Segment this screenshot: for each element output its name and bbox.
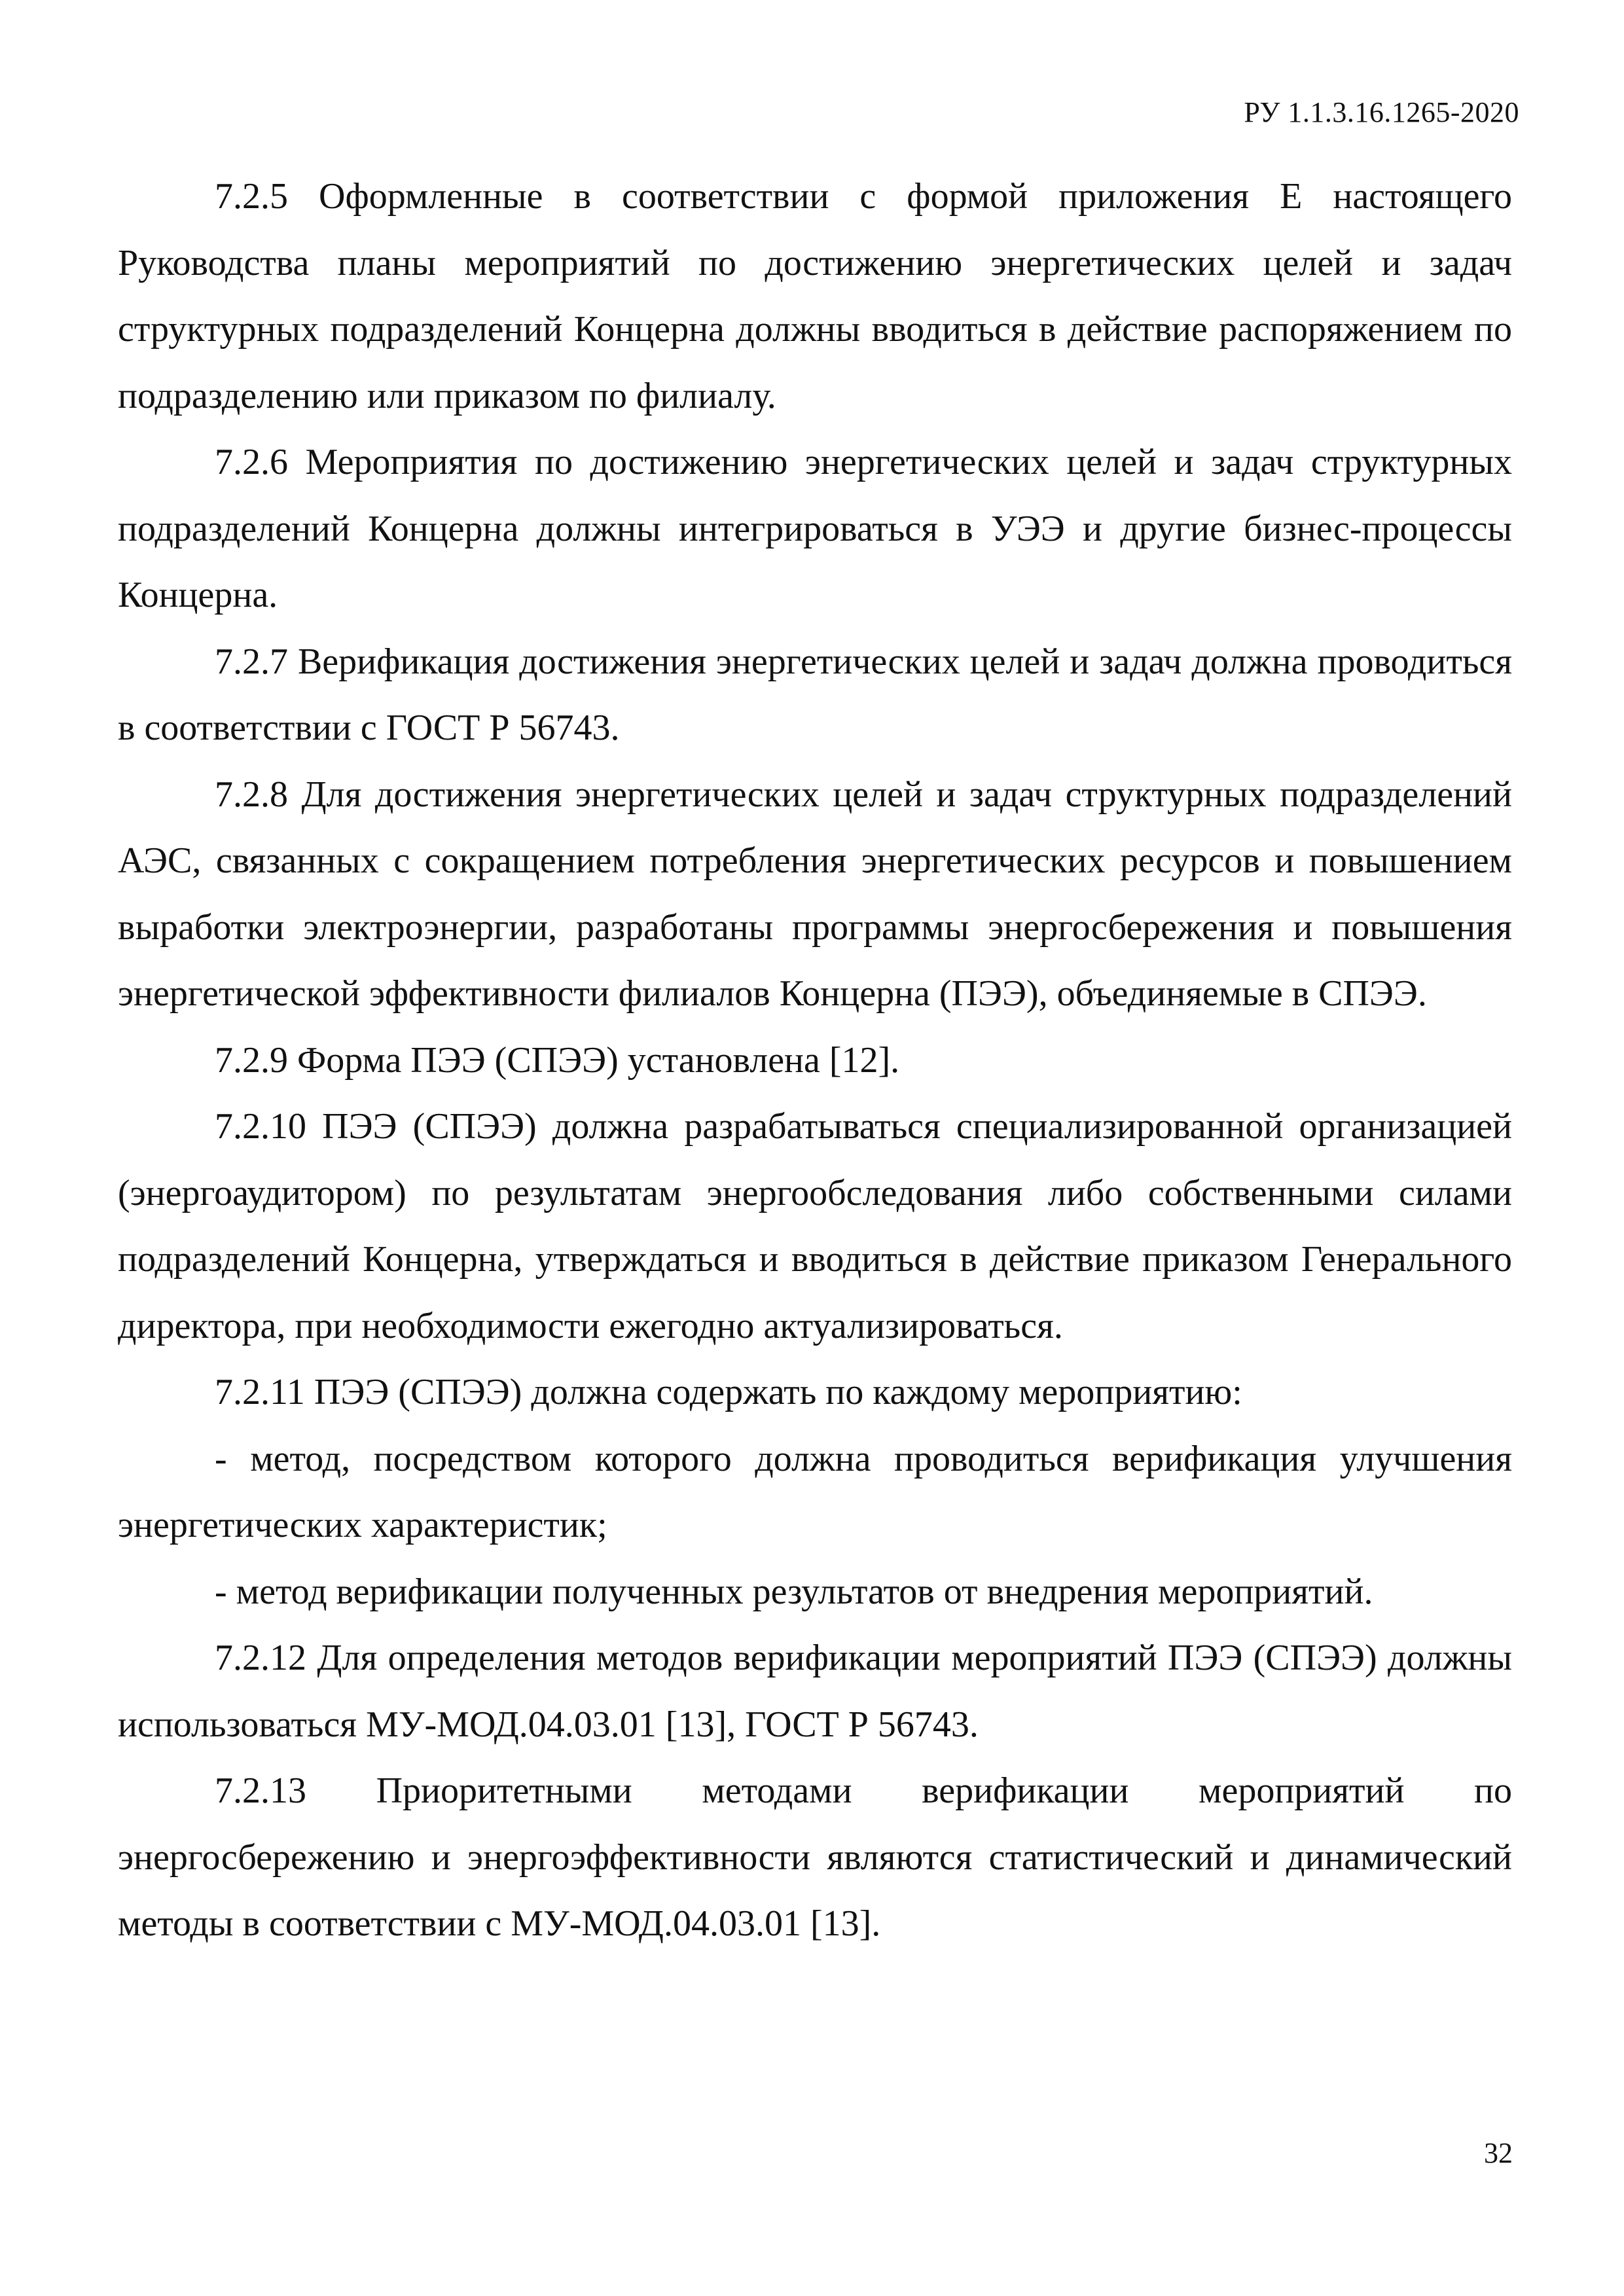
- document-body: [118, 164, 1512, 1958]
- paragraph-7-2-7: 7.2.7 Верификация достижения энергетических целей и задач должна проводиться в соответствии с ГОСТ Р 56743.: [118, 641, 1512, 748]
- paragraph-7-2-6: 7.2.6 Мероприятия по достижению энергетических целей и задач структурных подразделений Концерна должны интегрироваться в УЭЭ и другие бизнес-процессы Концерна.: [118, 442, 1512, 615]
- page-number: 32: [1484, 2137, 1513, 2169]
- list-item-method-verification: - метод, посредством которого должна проводиться верификация улучшения энергетических характеристик;: [118, 1438, 1512, 1545]
- paragraph-7-2-12: 7.2.12 Для определения методов верификации мероприятий ПЭЭ (СПЭЭ) должны использоваться МУ-МОД.04.03.01 [13], ГОСТ Р 56743.: [118, 1638, 1512, 1745]
- paragraph-7-2-9: 7.2.9 Форма ПЭЭ (СПЭЭ) установлена [12].: [215, 1039, 900, 1081]
- paragraph-7-2-5: 7.2.5 Оформленные в соответствии с формой приложения Е настоящего Руководства планы мероприятий по достижению энергетических целей и задач структурных подразделений Концерна должны вводиться в действие распоряжением по подразделению или приказом по филиалу.: [118, 176, 1512, 416]
- paragraph-7-2-10: 7.2.10 ПЭЭ (СПЭЭ) должна разрабатываться специализированной организацией (энергоаудитором) по результатам энергообследования либо собственными силами подразделений Концерна, утверждаться и вводиться в действие приказом Генерального директора, при необходимости ежегодно актуализироваться.: [118, 1106, 1512, 1346]
- paragraph-7-2-11: 7.2.11 ПЭЭ (СПЭЭ) должна содержать по каждому мероприятию:: [215, 1372, 1242, 1412]
- paragraph-7-2-8: 7.2.8 Для достижения энергетических целей и задач структурных подразделений АЭС, связанных с сокращением потребления энергетических ресурсов и повышением выработки электроэнергии, разработаны программы энергосбережения и повышения энергетической эффективности филиалов Концерна (ПЭЭ), объединяемые в СПЭЭ.: [118, 774, 1512, 1014]
- list-item-method-results: - метод верификации полученных результатов от внедрения мероприятий.: [215, 1571, 1373, 1612]
- document-code-header: РУ 1.1.3.16.1265-2020: [1244, 96, 1519, 128]
- paragraph-7-2-13: 7.2.13 Приоритетными методами верификации мероприятий по энергосбережению и энергоэффективности являются статистический и динамический методы в соответствии с МУ-МОД.04.03.01 [13].: [118, 1770, 1512, 1944]
